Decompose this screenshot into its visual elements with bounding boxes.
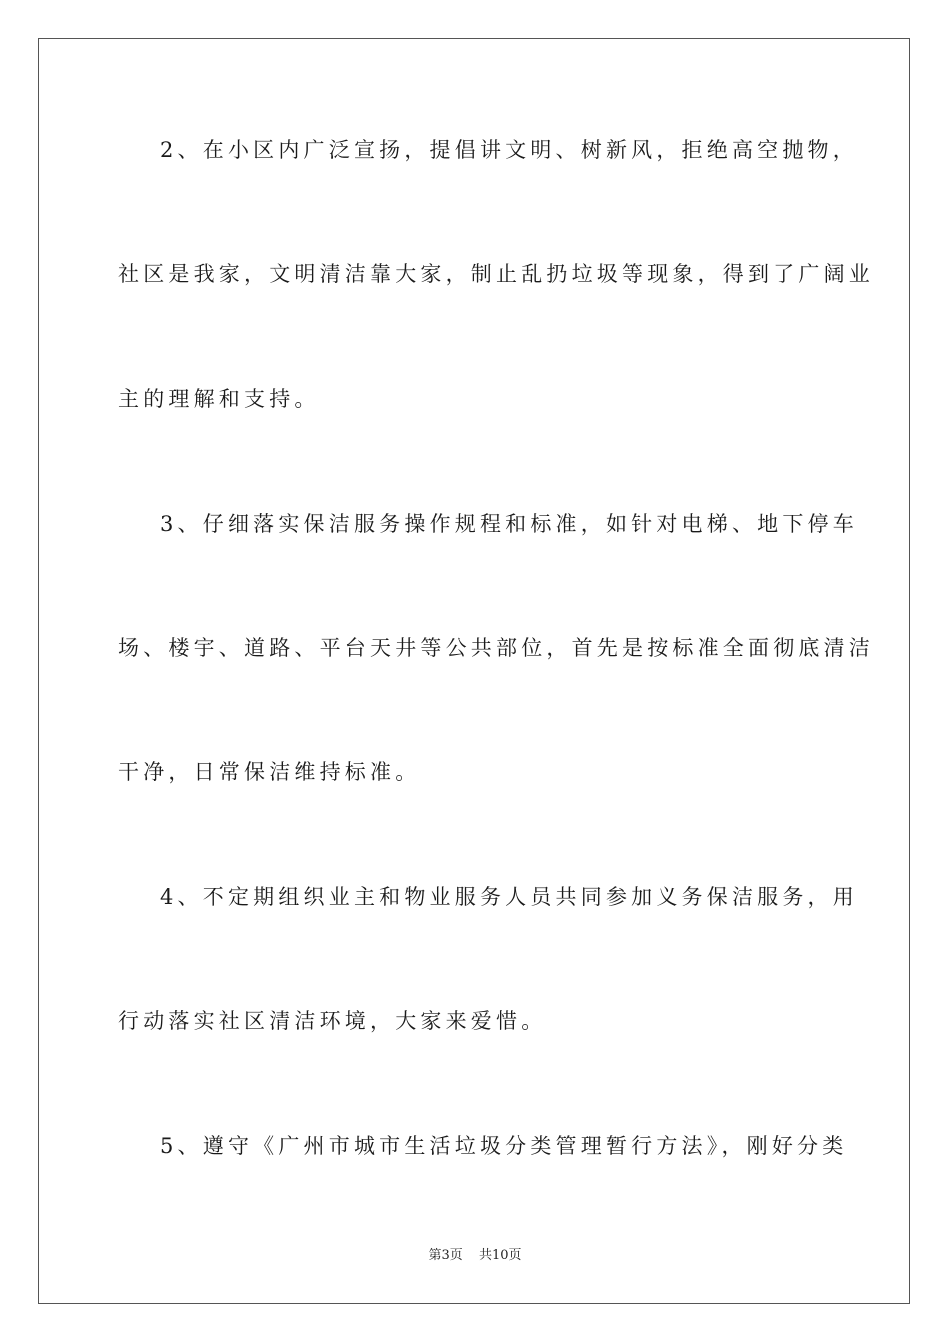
paragraph-2-line-2: 社区是我家，文明清洁靠大家，制止乱扔垃圾等现象，得到了广阔业 [118, 262, 874, 286]
page-border [38, 38, 910, 1304]
paragraph-4-line-1: 4、不定期组织业主和物业服务人员共同参加义务保洁服务，用 [160, 885, 858, 909]
paragraph-3-line-2: 场、楼宇、道路、平台天井等公共部位，首先是按标准全面彻底清洁 [118, 636, 874, 660]
paragraph-4-line-2: 行动落实社区清洁环境，大家来爱惜。 [118, 1009, 547, 1033]
paragraph-3-line-3: 干净，日常保洁维持标准。 [118, 760, 421, 784]
page-number: 第3页 [428, 1248, 463, 1263]
page-total: 共10页 [478, 1248, 522, 1263]
paragraph-5-line-1: 5、遵守《广州市城市生活垃圾分类管理暂行方法》，刚好分类 [160, 1134, 848, 1158]
paragraph-2-line-1: 2、在小区内广泛宣扬，提倡讲文明、树新风，拒绝高空抛物， [160, 138, 858, 162]
page-footer [0, 1247, 950, 1265]
paragraph-2-line-3: 主的理解和支持。 [118, 387, 320, 411]
paragraph-3-line-1: 3、仔细落实保洁服务操作规程和标准，如针对电梯、地下停车 [160, 512, 858, 536]
